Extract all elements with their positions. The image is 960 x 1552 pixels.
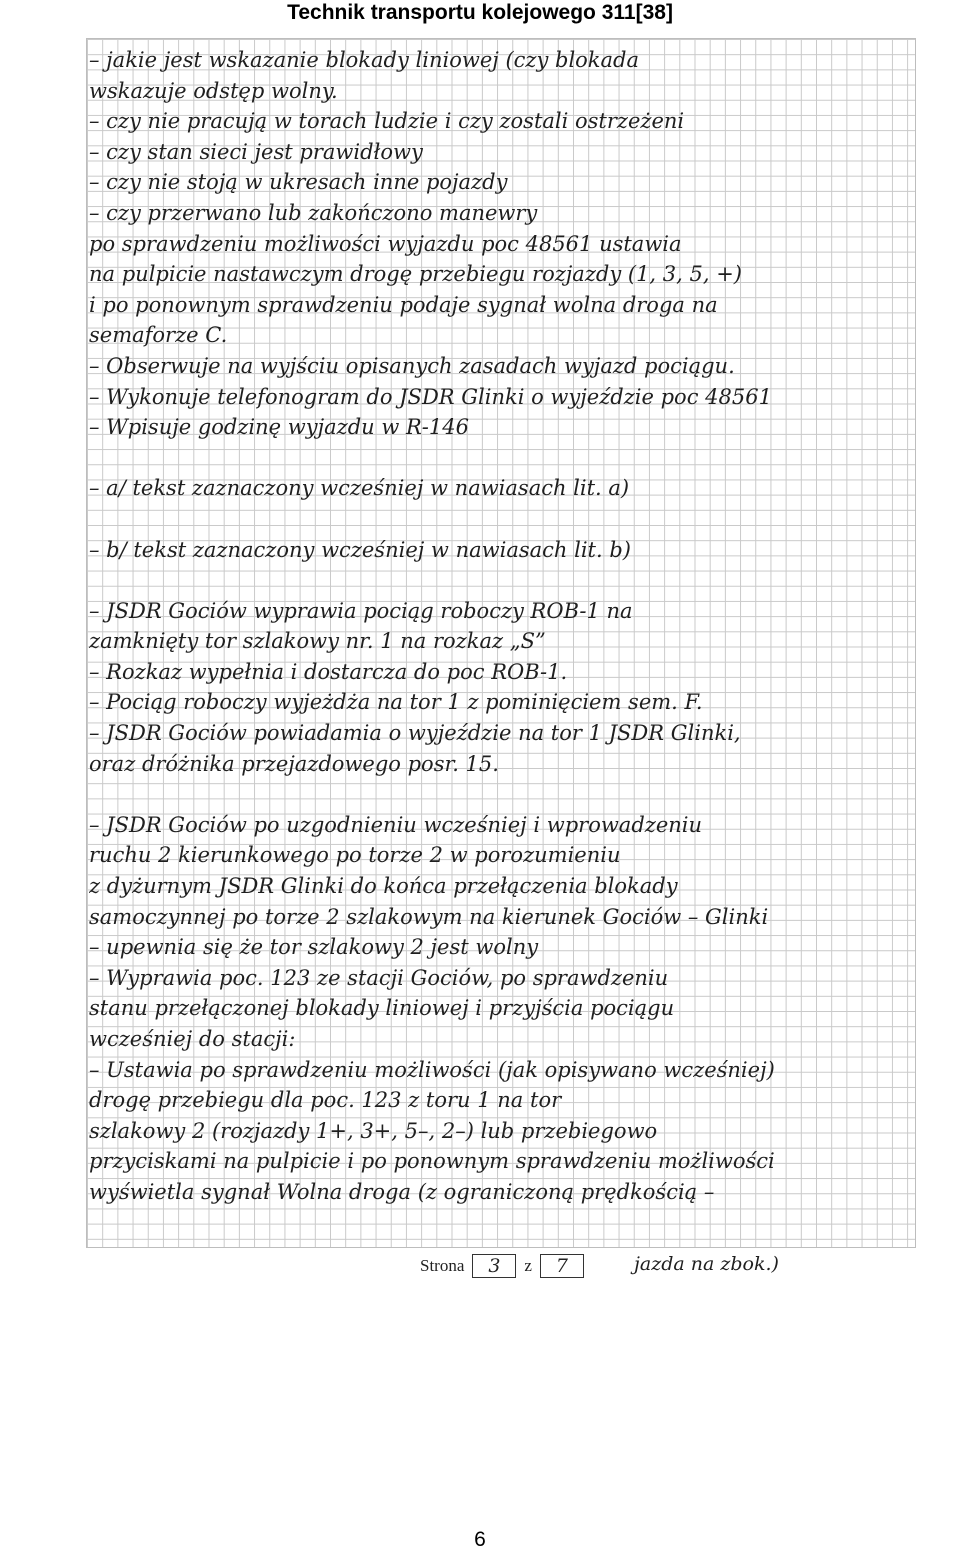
handwritten-line: przyciskami na pulpicie i po ponownym sprawdzeniu możliwości <box>89 1149 775 1174</box>
handwritten-line: samoczynnej po torze 2 szlakowym na kierunek Gociów – Glinki <box>89 904 769 929</box>
handwritten-line: – JSDR Gociów powiadamia o wyjeździe na tor 1 JSDR Glinki, <box>89 721 741 746</box>
document-header: Technik transportu kolejowego 311[38] <box>287 1 673 24</box>
handwritten-line: po sprawdzeniu możliwości wyjazdu poc 48561 ustawia <box>89 231 682 256</box>
handwritten-line <box>89 779 915 810</box>
handwritten-line: – czy nie stoją w ukresach inne pojazdy <box>89 170 508 195</box>
handwritten-line: wyświetla sygnał Wolna droga (z ograniczoną prędkością – <box>89 1179 715 1204</box>
handwritten-line <box>89 504 915 535</box>
of-label: z <box>524 1256 532 1275</box>
handwritten-line: – czy przerwano lub zakończono manewry <box>89 200 538 225</box>
handwritten-line: wskazuje odstęp wolny. <box>89 78 338 103</box>
handwritten-line: – Wykonuje telefonogram do JSDR Glinki o wyjeździe poc 48561 <box>89 384 772 409</box>
handwritten-line: – jakie jest wskazanie blokady liniowej (czy blokada <box>89 48 640 72</box>
handwritten-line: – a/ tekst zaznaczony wcześniej w nawiasach lit. a) <box>89 476 630 501</box>
handwritten-line <box>89 443 915 474</box>
handwritten-line: – upewnia się że tor szlakowy 2 jest wolny <box>89 935 539 960</box>
handwritten-line: – czy stan sieci jest prawidłowy <box>89 139 423 164</box>
handwritten-line: ruchu 2 kierunkowego po torze 2 w porozumieniu <box>89 843 621 868</box>
strona-label: Strona <box>420 1256 465 1275</box>
handwritten-line: oraz dróżnika przejazdowego posr. 15. <box>89 751 499 776</box>
handwritten-line: – Pociąg roboczy wyjeżdża na tor 1 z pominięciem sem. F. <box>89 690 703 715</box>
handwritten-line: – Rozkaz wypełnia i dostarcza do poc ROB-1. <box>89 659 568 684</box>
total-pages-box: 7 <box>540 1254 584 1278</box>
handwritten-line: – JSDR Gociów po uzgodnieniu wcześniej i wprowadzeniu <box>89 812 703 837</box>
handwritten-line: – Wyprawia poc. 123 ze stacji Gociów, po sprawdzeniu <box>89 965 669 990</box>
handwritten-line: – JSDR Gociów wyprawia pociąg roboczy ROB-1 na <box>89 598 633 623</box>
handwritten-line: z dyżurnym JSDR Glinki do końca przełączenia blokady <box>89 874 678 899</box>
handwritten-line: szlakowy 2 (rozjazdy 1+, 3+, 5–, 2–) lub przebiegowo <box>89 1118 658 1143</box>
handwritten-trailing-text: jazda na zbok.) <box>634 1253 779 1275</box>
handwritten-answer-sheet <box>86 38 916 1248</box>
page-number: 6 <box>474 1528 486 1551</box>
handwritten-line: – czy nie pracują w torach ludzie i czy zostali ostrzeżeni <box>89 109 685 134</box>
handwritten-line: semaforze C. <box>89 323 228 348</box>
handwritten-line: – b/ tekst zaznaczony wcześniej w nawiasach lit. b) <box>89 537 631 562</box>
current-page-box: 3 <box>472 1254 516 1278</box>
handwritten-line: – Wpisuje godzinę wyjazdu w R-146 <box>89 415 469 440</box>
handwritten-line: stanu przełączonej blokady liniowej i przyjścia pociągu <box>89 996 675 1021</box>
handwritten-text-block <box>89 45 915 1208</box>
handwritten-line: zamknięty tor szlakowy nr. 1 na rozkaz „S” <box>89 629 546 654</box>
handwritten-line: i po ponownym sprawdzeniu podaje sygnał wolna droga na <box>89 292 718 317</box>
page-counter <box>420 1253 592 1279</box>
handwritten-line <box>89 565 915 596</box>
handwritten-line: wcześniej do stacji: <box>89 1027 296 1051</box>
handwritten-line: – Obserwuje na wyjściu opisanych zasadach wyjazd pociągu. <box>89 353 735 378</box>
handwritten-line: drogę przebiegu dla poc. 123 z toru 1 na tor <box>89 1088 562 1113</box>
handwritten-line: – Ustawia po sprawdzeniu możliwości (jak opisywano wcześniej) <box>89 1057 775 1082</box>
handwritten-line: na pulpicie nastawczym drogę przebiegu rozjazdy (1, 3, 5, +) <box>89 262 742 287</box>
